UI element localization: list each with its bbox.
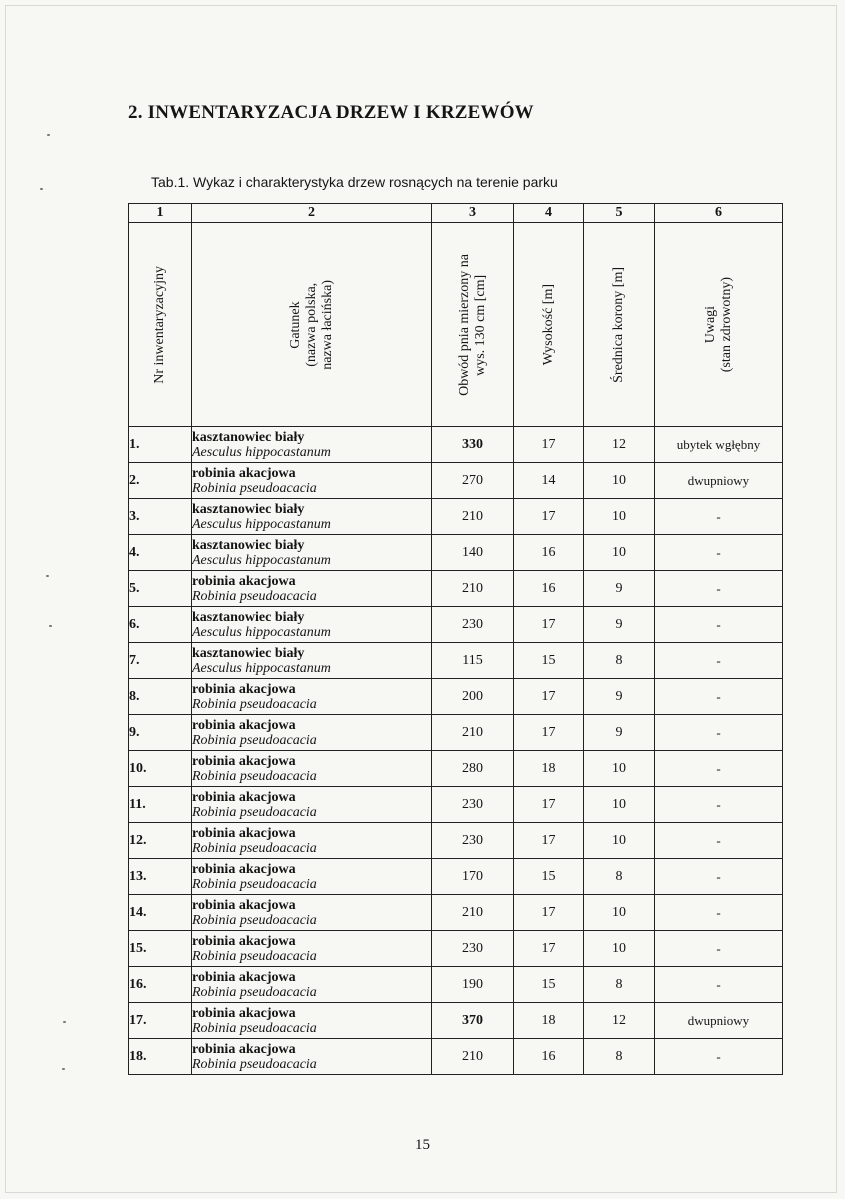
table-row bbox=[129, 823, 783, 859]
tree-height: 17 bbox=[514, 895, 584, 931]
species-polish-name: kasztanowiec biały bbox=[192, 429, 305, 445]
trunk-circumference: 200 bbox=[432, 679, 514, 715]
tree-height: 15 bbox=[514, 859, 584, 895]
species-latin-name: Robinia pseudoacacia bbox=[192, 840, 317, 856]
scan-speck bbox=[49, 625, 52, 627]
species-polish-name: robinia akacjowa bbox=[192, 465, 296, 481]
table-row bbox=[129, 967, 783, 1003]
tree-height: 17 bbox=[514, 787, 584, 823]
species-latin-name: Robinia pseudoacacia bbox=[192, 1056, 317, 1072]
species-polish-name: robinia akacjowa bbox=[192, 1041, 296, 1057]
crown-diameter: 8 bbox=[584, 859, 655, 895]
trunk-circumference: 210 bbox=[432, 499, 514, 535]
species-latin-name: Robinia pseudoacacia bbox=[192, 588, 317, 604]
scan-speck bbox=[46, 575, 49, 577]
crown-diameter: 12 bbox=[584, 1003, 655, 1039]
crown-diameter: 10 bbox=[584, 787, 655, 823]
inventory-number: 4. bbox=[129, 535, 192, 571]
health-remarks: - bbox=[655, 715, 783, 751]
species-cell bbox=[192, 499, 432, 535]
inventory-number: 6. bbox=[129, 607, 192, 643]
species-polish-name: kasztanowiec biały bbox=[192, 501, 305, 517]
species-polish-name: robinia akacjowa bbox=[192, 933, 296, 949]
species-latin-name: Robinia pseudoacacia bbox=[192, 912, 317, 928]
health-remarks: - bbox=[655, 823, 783, 859]
header-nr: Nr inwentaryzacyjny bbox=[152, 265, 167, 384]
species-cell bbox=[192, 823, 432, 859]
species-polish-name: robinia akacjowa bbox=[192, 753, 296, 769]
tree-height: 17 bbox=[514, 427, 584, 463]
tree-height: 17 bbox=[514, 607, 584, 643]
crown-diameter: 9 bbox=[584, 607, 655, 643]
health-remarks: - bbox=[655, 787, 783, 823]
crown-diameter: 9 bbox=[584, 715, 655, 751]
table-row bbox=[129, 607, 783, 643]
species-polish-name: robinia akacjowa bbox=[192, 789, 296, 805]
species-latin-name: Aesculus hippocastanum bbox=[192, 660, 331, 676]
table-row bbox=[129, 895, 783, 931]
column-number: 1 bbox=[129, 204, 192, 223]
species-latin-name: Robinia pseudoacacia bbox=[192, 1020, 317, 1036]
trunk-circumference: 370 bbox=[432, 1003, 514, 1039]
header-cell-uwagi bbox=[655, 223, 783, 427]
table-row bbox=[129, 679, 783, 715]
crown-diameter: 9 bbox=[584, 571, 655, 607]
column-number: 4 bbox=[514, 204, 584, 223]
crown-diameter: 10 bbox=[584, 931, 655, 967]
species-polish-name: robinia akacjowa bbox=[192, 897, 296, 913]
tree-height: 17 bbox=[514, 823, 584, 859]
health-remarks: - bbox=[655, 895, 783, 931]
crown-diameter: 10 bbox=[584, 535, 655, 571]
health-remarks: - bbox=[655, 967, 783, 1003]
table-row bbox=[129, 751, 783, 787]
header-cell-obwod bbox=[432, 223, 514, 427]
trunk-circumference: 210 bbox=[432, 1039, 514, 1075]
health-remarks: - bbox=[655, 535, 783, 571]
species-cell bbox=[192, 679, 432, 715]
species-polish-name: robinia akacjowa bbox=[192, 969, 296, 985]
species-cell bbox=[192, 535, 432, 571]
scan-speck bbox=[40, 188, 43, 190]
table-row bbox=[129, 1003, 783, 1039]
column-number: 3 bbox=[432, 204, 514, 223]
species-cell bbox=[192, 571, 432, 607]
species-polish-name: kasztanowiec biały bbox=[192, 537, 305, 553]
species-latin-name: Robinia pseudoacacia bbox=[192, 984, 317, 1000]
column-number-row bbox=[129, 204, 783, 223]
species-cell bbox=[192, 967, 432, 1003]
crown-diameter: 10 bbox=[584, 463, 655, 499]
trunk-circumference: 230 bbox=[432, 787, 514, 823]
trunk-circumference: 230 bbox=[432, 931, 514, 967]
species-cell bbox=[192, 751, 432, 787]
crown-diameter: 12 bbox=[584, 427, 655, 463]
species-polish-name: robinia akacjowa bbox=[192, 825, 296, 841]
species-polish-name: kasztanowiec biały bbox=[192, 645, 305, 661]
crown-diameter: 8 bbox=[584, 967, 655, 1003]
tree-height: 15 bbox=[514, 967, 584, 1003]
table-row bbox=[129, 571, 783, 607]
species-latin-name: Robinia pseudoacacia bbox=[192, 480, 317, 496]
trunk-circumference: 230 bbox=[432, 823, 514, 859]
inventory-number: 18. bbox=[129, 1039, 192, 1075]
inventory-number: 10. bbox=[129, 751, 192, 787]
trunk-circumference: 270 bbox=[432, 463, 514, 499]
header-gatunek: Gatunek (nazwa polska, nazwa łacińska) bbox=[287, 279, 335, 370]
crown-diameter: 8 bbox=[584, 643, 655, 679]
header-cell-gatunek bbox=[192, 223, 432, 427]
table-row bbox=[129, 535, 783, 571]
species-latin-name: Aesculus hippocastanum bbox=[192, 552, 331, 568]
table-caption: Tab.1. Wykaz i charakterystyka drzew rosnących na terenie parku bbox=[151, 174, 558, 190]
health-remarks: - bbox=[655, 679, 783, 715]
species-cell bbox=[192, 463, 432, 499]
inventory-number: 5. bbox=[129, 571, 192, 607]
species-cell bbox=[192, 1039, 432, 1075]
species-polish-name: kasztanowiec biały bbox=[192, 609, 305, 625]
inventory-number: 17. bbox=[129, 1003, 192, 1039]
inventory-table bbox=[128, 203, 783, 1075]
inventory-number: 8. bbox=[129, 679, 192, 715]
crown-diameter: 10 bbox=[584, 499, 655, 535]
table-row bbox=[129, 499, 783, 535]
trunk-circumference: 115 bbox=[432, 643, 514, 679]
trunk-circumference: 210 bbox=[432, 895, 514, 931]
trunk-circumference: 210 bbox=[432, 571, 514, 607]
tree-height: 15 bbox=[514, 643, 584, 679]
health-remarks: - bbox=[655, 571, 783, 607]
header-uwagi: Uwagi (stan zdrowotny) bbox=[702, 276, 734, 373]
table-row bbox=[129, 859, 783, 895]
species-latin-name: Aesculus hippocastanum bbox=[192, 516, 331, 532]
species-latin-name: Aesculus hippocastanum bbox=[192, 444, 331, 460]
species-cell bbox=[192, 427, 432, 463]
crown-diameter: 8 bbox=[584, 1039, 655, 1075]
species-cell bbox=[192, 643, 432, 679]
health-remarks: - bbox=[655, 643, 783, 679]
scan-speck bbox=[47, 134, 50, 136]
table-row bbox=[129, 1039, 783, 1075]
trunk-circumference: 230 bbox=[432, 607, 514, 643]
inventory-number: 11. bbox=[129, 787, 192, 823]
trunk-circumference: 140 bbox=[432, 535, 514, 571]
species-cell bbox=[192, 607, 432, 643]
table-row bbox=[129, 715, 783, 751]
inventory-number: 2. bbox=[129, 463, 192, 499]
tree-height: 16 bbox=[514, 535, 584, 571]
species-latin-name: Robinia pseudoacacia bbox=[192, 732, 317, 748]
header-wysokosc: Wysokość [m] bbox=[540, 283, 556, 366]
health-remarks: - bbox=[655, 859, 783, 895]
tree-height: 16 bbox=[514, 1039, 584, 1075]
species-polish-name: robinia akacjowa bbox=[192, 681, 296, 697]
column-number: 2 bbox=[192, 204, 432, 223]
species-cell bbox=[192, 1003, 432, 1039]
trunk-circumference: 190 bbox=[432, 967, 514, 1003]
tree-height: 18 bbox=[514, 751, 584, 787]
species-cell bbox=[192, 931, 432, 967]
section-heading: 2. INWENTARYZACJA DRZEW I KRZEWÓW bbox=[128, 102, 534, 123]
column-number: 6 bbox=[655, 204, 783, 223]
scan-speck bbox=[63, 1021, 66, 1023]
header-cell-nr bbox=[129, 223, 192, 427]
inventory-number: 9. bbox=[129, 715, 192, 751]
health-remarks: - bbox=[655, 607, 783, 643]
crown-diameter: 10 bbox=[584, 751, 655, 787]
crown-diameter: 10 bbox=[584, 823, 655, 859]
crown-diameter: 10 bbox=[584, 895, 655, 931]
inventory-number: 14. bbox=[129, 895, 192, 931]
inventory-number: 1. bbox=[129, 427, 192, 463]
trunk-circumference: 280 bbox=[432, 751, 514, 787]
header-cell-srednica bbox=[584, 223, 655, 427]
table-row bbox=[129, 463, 783, 499]
species-latin-name: Robinia pseudoacacia bbox=[192, 768, 317, 784]
health-remarks: - bbox=[655, 1039, 783, 1075]
tree-height: 18 bbox=[514, 1003, 584, 1039]
column-number: 5 bbox=[584, 204, 655, 223]
column-header-row bbox=[129, 223, 783, 427]
tree-height: 17 bbox=[514, 679, 584, 715]
inventory-number: 7. bbox=[129, 643, 192, 679]
trunk-circumference: 330 bbox=[432, 427, 514, 463]
species-latin-name: Robinia pseudoacacia bbox=[192, 876, 317, 892]
inventory-number: 13. bbox=[129, 859, 192, 895]
tree-height: 17 bbox=[514, 931, 584, 967]
species-cell bbox=[192, 859, 432, 895]
species-cell bbox=[192, 715, 432, 751]
table-row bbox=[129, 787, 783, 823]
species-polish-name: robinia akacjowa bbox=[192, 573, 296, 589]
header-obwod: Obwód pnia mierzony na wys. 130 cm [cm] bbox=[456, 253, 488, 396]
health-remarks: - bbox=[655, 931, 783, 967]
table-row bbox=[129, 643, 783, 679]
scan-speck bbox=[62, 1068, 65, 1070]
inventory-number: 15. bbox=[129, 931, 192, 967]
table-row bbox=[129, 427, 783, 463]
species-latin-name: Robinia pseudoacacia bbox=[192, 804, 317, 820]
species-polish-name: robinia akacjowa bbox=[192, 717, 296, 733]
inventory-number: 3. bbox=[129, 499, 192, 535]
tree-height: 17 bbox=[514, 715, 584, 751]
species-latin-name: Aesculus hippocastanum bbox=[192, 624, 331, 640]
species-cell bbox=[192, 895, 432, 931]
header-srednica: Średnica korony [m] bbox=[611, 266, 626, 383]
page-number: 15 bbox=[415, 1137, 430, 1153]
tree-height: 16 bbox=[514, 571, 584, 607]
trunk-circumference: 170 bbox=[432, 859, 514, 895]
trunk-circumference: 210 bbox=[432, 715, 514, 751]
species-polish-name: robinia akacjowa bbox=[192, 861, 296, 877]
tree-height: 14 bbox=[514, 463, 584, 499]
inventory-number: 16. bbox=[129, 967, 192, 1003]
species-polish-name: robinia akacjowa bbox=[192, 1005, 296, 1021]
species-latin-name: Robinia pseudoacacia bbox=[192, 696, 317, 712]
health-remarks: - bbox=[655, 499, 783, 535]
crown-diameter: 9 bbox=[584, 679, 655, 715]
table-row bbox=[129, 931, 783, 967]
tree-height: 17 bbox=[514, 499, 584, 535]
inventory-number: 12. bbox=[129, 823, 192, 859]
health-remarks: dwupniowy bbox=[655, 463, 783, 499]
health-remarks: ubytek wgłębny bbox=[655, 427, 783, 463]
health-remarks: - bbox=[655, 751, 783, 787]
header-cell-wysokosc bbox=[514, 223, 584, 427]
species-latin-name: Robinia pseudoacacia bbox=[192, 948, 317, 964]
species-cell bbox=[192, 787, 432, 823]
health-remarks: dwupniowy bbox=[655, 1003, 783, 1039]
